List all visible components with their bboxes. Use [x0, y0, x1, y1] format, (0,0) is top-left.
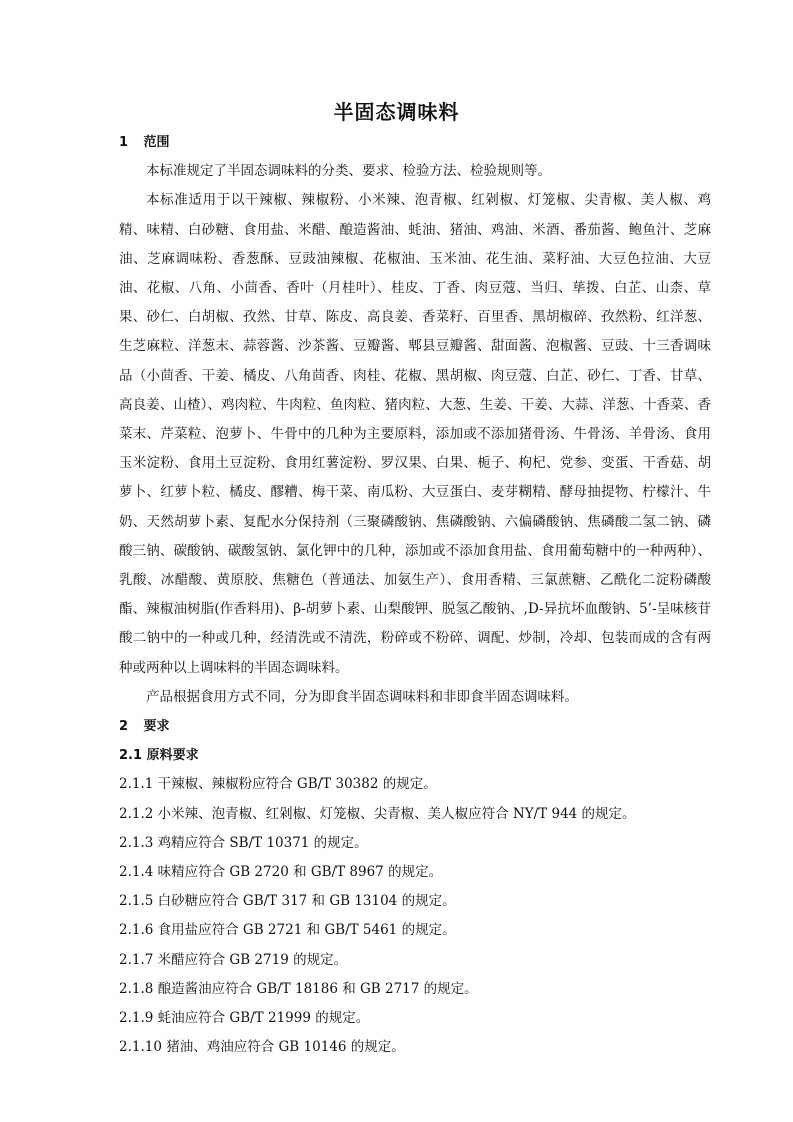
requirement-item: 2.1.6 食用盐应符合 GB 2721 和 GB/T 5461 的规定。 [119, 922, 456, 939]
requirement-item: 2.1.5 白砂糖应符合 GB/T 317 和 GB 13104 的规定。 [119, 893, 456, 910]
requirement-item: 2.1.10 猪油、鸡油应符合 GB 10146 的规定。 [119, 1039, 405, 1056]
scope-paragraph-2: 本标准适用于以干辣椒、辣椒粉、小米辣、泡青椒、红剁椒、灯笼椒、尖青椒、美人椒、鸡精、味精、白砂糖、食用盐、米醋、酿造酱油、蚝油、猪油、鸡油、米酒、番茄酱、鲍鱼汁、芝麻油、芝麻调味粉、香葱酥、豆豉油辣椒、花椒油、玉米油、花生油、菜籽油、大豆色拉油、大豆油、花椒、八角、小茴香、香叶（月桂叶）、桂皮、丁香、肉豆蔻、当归、荜拨、白芷、山柰、草果、砂仁、白胡椒、孜然、甘草、陈皮、高良姜、香菜籽、百里香、黑胡椒碎、孜然粉、红洋葱、生芝麻粒、洋葱末、蒜蓉酱、沙茶酱、豆瓣酱、郫县豆瓣酱、甜面酱、泡椒酱、豆豉、十三香调味品（小茴香、干姜、橘皮、八角茴香、肉桂、花椒、黑胡椒、肉豆蔻、白芷、砂仁、丁香、甘草、高良姜、山楂）、鸡肉粒、牛肉粒、鱼肉粒、猪肉粒、大葱、生姜、干姜、大蒜、洋葱、十香菜、香菜末、芹菜粒、泡萝卜、牛骨中的几种为主要原料，添加或不添加猪骨汤、牛骨汤、羊骨汤、食用玉米淀粉、食用土豆淀粉、食用红薯淀粉、罗汉果、白果、栀子、枸杞、党参、变蛋、干香菇、胡萝卜、红萝卜粒、橘皮、醪糟、梅干菜、南瓜粉、大豆蛋白、麦芽糊精、酵母抽提物、柠檬汁、牛奶、天然胡萝卜素、复配水分保持剂（三聚磷酸钠、焦磷酸钠、六偏磷酸钠、焦磷酸二氢二钠、磷酸三钠、碳酸钠、碳酸氢钠、氯化钾中的几种，添加或不添加食用盐、食用葡萄糖中的一种两种）、乳酸、冰醋酸、黄原胶、焦糖色（普通法、加氨生产）、食用香精、三氯蔗糖、乙酰化二淀粉磷酸酯、辣椒油树脂(作香料用)、β-胡萝卜素、山梨酸钾、脱氢乙酸钠、,D-异抗坏血酸钠、5’-呈味核苷酸二钠中的一种或几种，经清洗或不清洗，粉碎或不粉碎、调配、炒制，冷却、包装而成的含有两种或两种以上调味料的半固态调味料。 [119, 192, 711, 676]
section-heading-scope [119, 128, 711, 157]
subsection-title: 原料要求 [146, 748, 199, 764]
requirement-item: 2.1.4 味精应符合 GB 2720 和 GB/T 8967 的规定。 [119, 864, 443, 881]
requirement-item: 2.1.2 小米辣、泡青椒、红剁椒、灯笼椒、尖青椒、美人椒应符合 NY/T 944 的规定。 [119, 805, 636, 822]
requirement-item: 2.1.7 米醋应符合 GB 2719 的规定。 [119, 951, 348, 968]
section-heading-requirements [119, 712, 711, 741]
section-title: 要求 [143, 719, 170, 735]
requirement-item: 2.1.8 酿造酱油应符合 GB/T 18186 和 GB 2717 的规定。 [119, 980, 478, 997]
requirement-item: 2.1.1 干辣椒、辣椒粉应符合 GB/T 30382 的规定。 [119, 776, 437, 793]
scope-paragraph-1: 本标准规定了半固态调味料的分类、要求、检验方法、检验规则等。 [146, 163, 551, 180]
document-title: 半固态调味料 [333, 100, 460, 124]
subsection-number: 2.1 [119, 748, 143, 764]
document-body [119, 128, 711, 1063]
section-title: 范围 [143, 135, 170, 150]
section-number: 1 [119, 135, 129, 150]
requirement-item: 2.1.9 蚝油应符合 GB/T 21999 的规定。 [119, 1010, 370, 1027]
scope-paragraph-3: 产品根据食用方式不同，分为即食半固态调味料和非即食半固态调味料。 [146, 688, 578, 705]
section-number: 2 [119, 719, 129, 735]
requirement-item: 2.1.3 鸡精应符合 SB/T 10371 的规定。 [119, 834, 368, 851]
subsection-heading-raw-materials [119, 741, 711, 770]
